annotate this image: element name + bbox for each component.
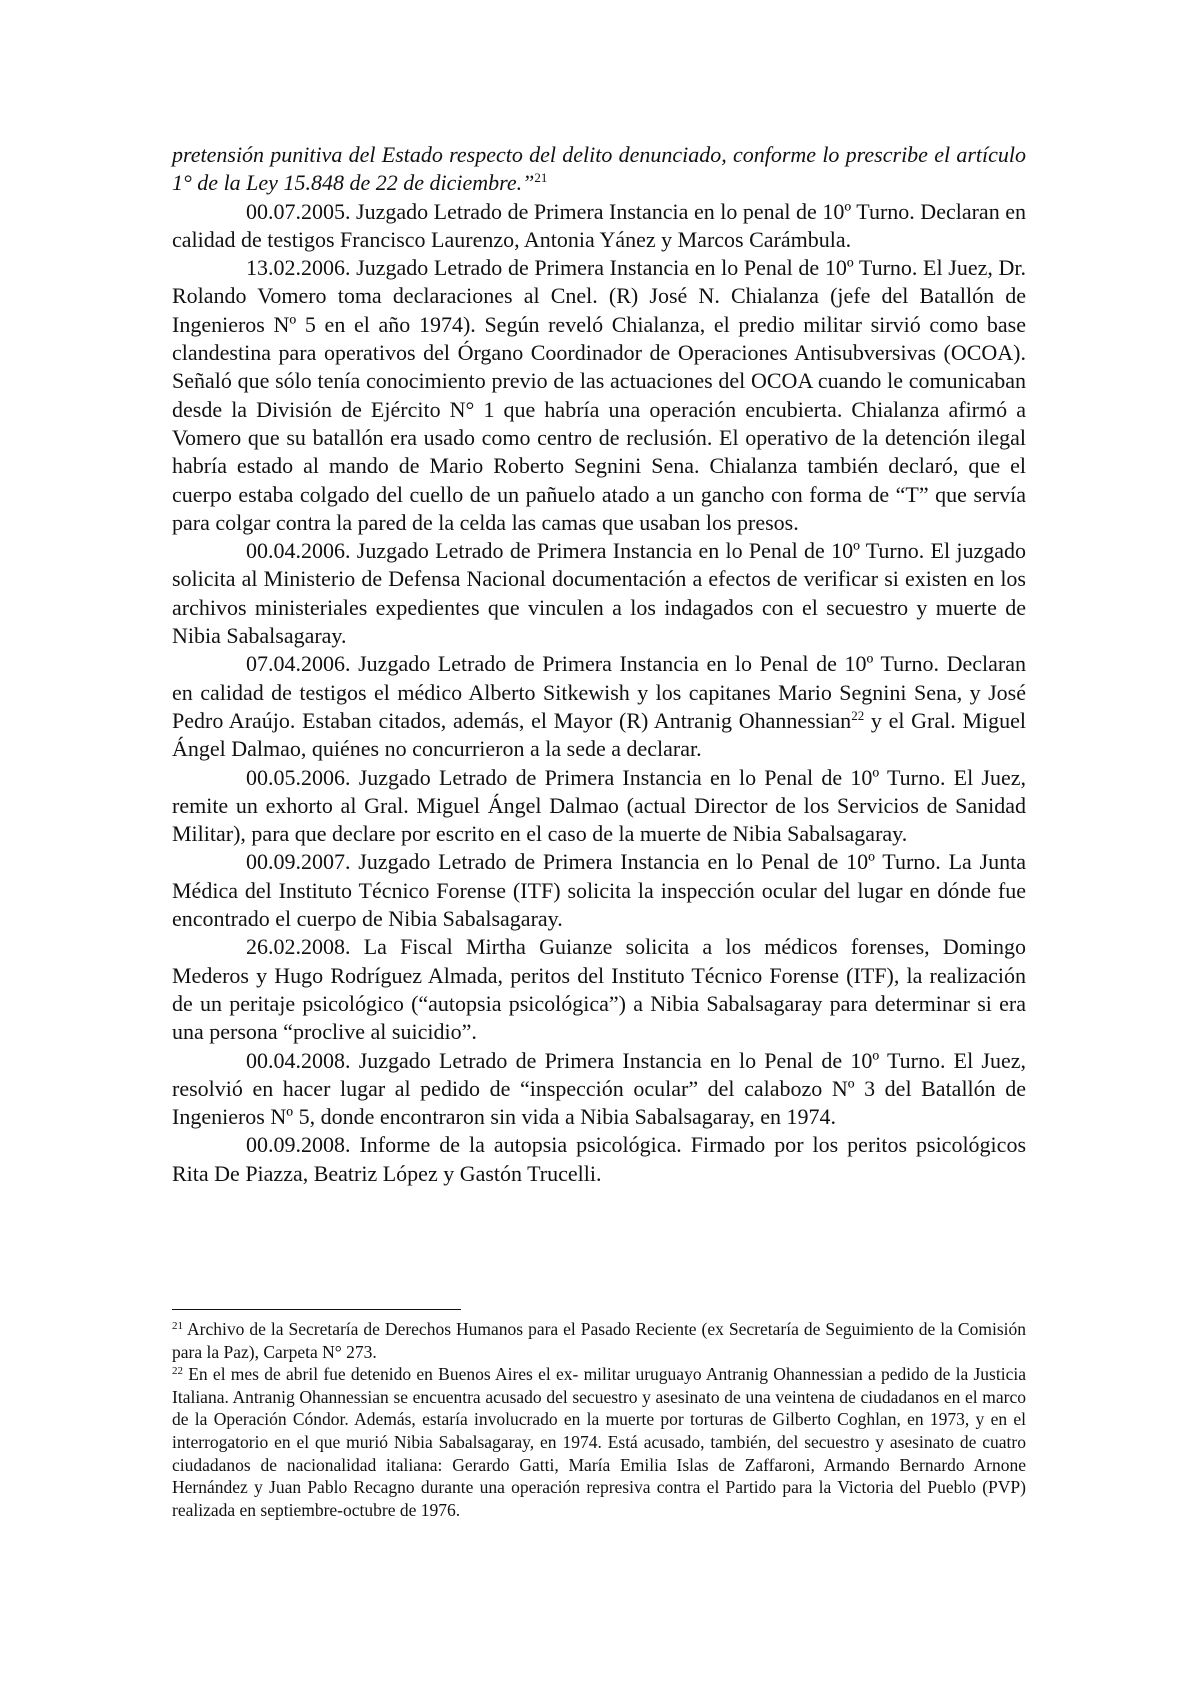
entry-paragraph: 00.05.2006. Juzgado Letrado de Primera Instancia en lo Penal de 10º Turno. El Juez, remite un exhorto al Gral. Miguel Ángel Dalmao (actual Director de los Servicios de Sanidad Militar), para que declare por escrito en el caso de la muerte de Nibia Sabalsagaray. bbox=[172, 764, 1026, 847]
entry-paragraph bbox=[172, 650, 1026, 763]
entry-paragraph: 13.02.2006. Juzgado Letrado de Primera Instancia en lo Penal de 10º Turno. El Juez, Dr. Rolando Vomero toma declaraciones al Cnel. (R) José N. Chialanza (jefe del Batallón de Ingenieros Nº 5 en el año 1974). Según reveló Chialanza, el predio militar sirvió como base clandestina para operativos del Órgano Coordinador de Operaciones Antisubversivas (OCOA). Señaló que sólo tenía conocimiento previo de las actuaciones del OCOA cuando le comunicaban desde la División de Ejército N° 1 que habría una operación encubierta. Chialanza afirmó a Vomero que su batallón era usado como centro de reclusión. El operativo de la detención ilegal habría estado al mando de Mario Roberto Segnini Sena. Chialanza también declaró, que el cuerpo estaba colgado del cuello de un pañuelo atado a un gancho con forma de “T” que servía para colgar contra la pared de la celda las camas que usaban los presos. bbox=[172, 255, 1026, 535]
footnote-text: En el mes de abril fue detenido en Buenos Aires el ex- militar uruguayo Antranig Ohannessian a pedido de la Justicia Italiana. Antranig Ohannessian se encuentra acusado del secuestro y asesinato de una veintena de ciudadanos en el marco de la Operación Cóndor. Además, estaría involucrado en la muerte por torturas de Gilberto Coghlan, en 1973, y en el interrogatorio en el que murió Nibia Sabalsagaray, en 1974. Está acusado, también, del secuestro y asesinato de cuatro ciudadanos de nacionalidad italiana: Gerardo Gatti, María Emilia Islas de Zaffaroni, Armando Bernardo Arnone Hernández y Juan Pablo Recagno durante una operación represiva contra el Partido para la Victoria del Pueblo (PVP) realizada en septiembre-octubre de 1976. bbox=[172, 1364, 1026, 1520]
entry-paragraph: 00.07.2005. Juzgado Letrado de Primera Instancia en lo penal de 10º Turno. Declaran en calidad de testigos Francisco Laurenzo, Antonia Yánez y Marcos Carámbula. bbox=[172, 198, 1026, 252]
entry-paragraph: 00.04.2008. Juzgado Letrado de Primera Instancia en lo Penal de 10º Turno. El Juez, resolvió en hacer lugar al pedido de “inspección ocular” del calabozo Nº 3 del Batallón de Ingenieros Nº 5, donde encontraron sin vida a Nibia Sabalsagaray, en 1974. bbox=[172, 1047, 1026, 1130]
footnote-separator bbox=[172, 1309, 461, 1310]
entry-paragraph: 26.02.2008. La Fiscal Mirtha Guianze solicita a los médicos forenses, Domingo Mederos y Hugo Rodríguez Almada, peritos del Instituto Técnico Forense (ITF), la realización de un peritaje psicológico (“autopsia psicológica”) a Nibia Sabalsagaray para determinar si era una persona “proclive al suicidio”. bbox=[172, 934, 1026, 1045]
footnotes bbox=[172, 1318, 1026, 1521]
entry-paragraph: 00.09.2008. Informe de la autopsia psicológica. Firmado por los peritos psicológicos Rita De Piazza, Beatriz López y Gastón Trucelli. bbox=[172, 1132, 1026, 1186]
footnote-number: 22 bbox=[172, 1365, 183, 1378]
footnote bbox=[172, 1363, 1026, 1521]
body-text bbox=[172, 141, 1026, 1188]
lead-paragraph bbox=[172, 141, 1026, 198]
entry-text: y el Gral. Miguel Ángel Dalmao, quiénes no concurrieron a la sede a declarar. bbox=[172, 707, 1026, 762]
footnote bbox=[172, 1318, 1026, 1363]
footnote-text: Archivo de la Secretaría de Derechos Humanos para el Pasado Reciente (ex Secretaría de Seguimiento de la Comisión para la Paz), Carpeta N° 273. bbox=[172, 1319, 1026, 1362]
footnote-ref: 21 bbox=[534, 170, 548, 186]
footnote-number: 21 bbox=[172, 1320, 183, 1332]
entry-text: 07.04.2006. Juzgado Letrado de Primera Instancia en lo Penal de 10º Turno. Declaran en calidad de testigos el médico Alberto Sitkewish y los capitanes Mario Segnini Sena, y José Pedro Araújo. Estaban citados, además, el Mayor (R) Antranig Ohannessian bbox=[172, 651, 1026, 733]
entry-paragraph: 00.09.2007. Juzgado Letrado de Primera Instancia en lo Penal de 10º Turno. La Junta Médica del Instituto Técnico Forense (ITF) solicita la inspección ocular del lugar en dónde fue encontrado el cuerpo de Nibia Sabalsagaray. bbox=[172, 849, 1026, 932]
footnote-ref: 22 bbox=[851, 707, 865, 723]
entry-paragraph: 00.04.2006. Juzgado Letrado de Primera Instancia en lo Penal de 10º Turno. El juzgado solicita al Ministerio de Defensa Nacional documentación a efectos de verificar si existen en los archivos ministeriales expedientes que vinculen a los indagados con el secuestro y muerte de Nibia Sabalsagaray. bbox=[172, 538, 1026, 649]
lead-quote: pretensión punitiva del Estado respecto del delito denunciado, conforme lo prescribe el artículo 1° de la Ley 15.848 de 22 de diciembre.” bbox=[172, 142, 1026, 196]
